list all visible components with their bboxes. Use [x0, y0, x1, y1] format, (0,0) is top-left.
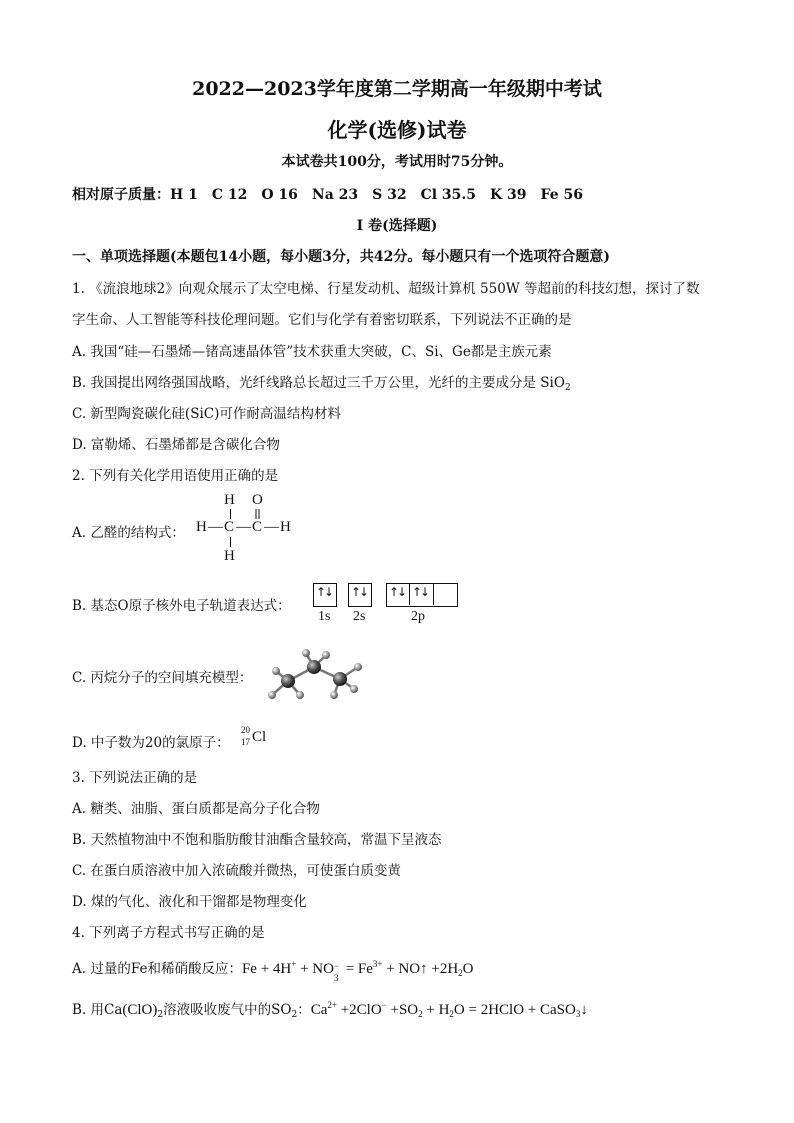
q2-option-b-label: B. 基态O原子核外电子轨道表达式：: [72, 598, 291, 614]
eq-b-part3: +SO: [386, 1002, 419, 1018]
q3-option-b: B. 天然植物油中不饱和脂肪酸甘油酯含量较高，常温下呈液态: [72, 832, 442, 848]
orbital-label-2p: 2p: [411, 609, 425, 624]
eq-a-no3-charge: −: [333, 961, 340, 971]
q4-stem: 4. 下列离子方程式书写正确的是: [72, 925, 265, 941]
eq-b-so2-sub: 2: [418, 1009, 423, 1019]
exam-info: 本试卷共100分，考试用时75分钟。: [281, 154, 513, 170]
q4-b-label-3: 溶液吸收废气中的SO: [163, 1002, 292, 1018]
isotope-atomic-number: 17: [241, 737, 250, 747]
eq-b-part6: ↓: [580, 1002, 588, 1018]
q3-option-c: C. 在蛋白质溶液中加入浓硫酸并微热，可使蛋白质变黄: [72, 863, 401, 879]
struct-dash-2: —: [236, 519, 251, 535]
q4-option-b-equation: [311, 1002, 588, 1018]
q4-option-b-label: [72, 1002, 311, 1018]
q1-stem-line1: 1. 《流浪地球2》向观众展示了太空电梯、行星发动机、超级计算机 550W 等超前的科技幻想，探讨了数: [72, 281, 700, 297]
eq-a-no3-sub: 3: [333, 973, 339, 983]
volume-title: I 卷(选择题): [356, 218, 438, 234]
eq-b-caso3-sub: 3: [575, 1009, 581, 1019]
q2-option-c-label: C. 丙烷分子的空间填充模型：: [72, 670, 253, 686]
orbital-2p-divider-1: [409, 583, 410, 605]
eq-b-part2: +2ClO: [336, 1002, 382, 1018]
q4-option-a: [72, 957, 474, 983]
struct-h-bottom: H: [224, 548, 235, 564]
q4-b-label-sub: 2: [157, 1010, 164, 1020]
q1-option-b: [72, 371, 571, 393]
eq-a-fe-charge: 3+: [372, 959, 383, 969]
q3-stem: 3. 下列说法正确的是: [72, 770, 198, 786]
eq-b-clo-charge: −: [381, 1000, 387, 1010]
q2-option-a-label: A. 乙醛的结构式：: [72, 525, 185, 541]
q1-option-d: D. 富勒烯、石墨烯都是含碳化合物: [72, 437, 280, 453]
q3-option-d: D. 煤的气化、液化和干馏都是物理变化: [72, 894, 307, 910]
eq-b-part1: Ca: [310, 1002, 328, 1018]
orbital-label-2s: 2s: [353, 609, 366, 624]
struct-dash-3: —: [264, 519, 279, 535]
orbital-label-1s: 1s: [318, 609, 331, 624]
q4-option-a-label: A. 过量的Fe和稀硝酸反应：: [72, 961, 242, 977]
orbital-2s-electrons: ↑↓: [351, 585, 368, 599]
struct-h-left: H: [196, 519, 207, 535]
q4-b-label-4: ：: [297, 1002, 311, 1018]
eq-a-part3: = Fe: [341, 961, 373, 977]
section-heading: 一、单项选择题(本题包14小题，每小题3分，共42分。每小题只有一个选项符合题意): [72, 249, 610, 265]
eq-b-ca-charge: 2+: [327, 1000, 337, 1010]
q4-option-a-equation: [241, 959, 474, 983]
q2-stem: 2. 下列有关化学用语使用正确的是: [72, 468, 279, 484]
atomic-masses: 相对原子质量：H 1 C 12 O 16 Na 23 S 32 Cl 35.5 K 39 Fe 56: [72, 187, 583, 203]
struct-dash-1: —: [208, 519, 223, 535]
isotope-mass-number: 20: [241, 725, 250, 735]
q1-option-b-sub: 2: [564, 383, 571, 393]
orbital-1s-electrons: ↑↓: [316, 585, 333, 599]
struct-c1: C: [224, 519, 235, 535]
eq-b-part5: O = 2HClO + CaSO: [453, 1002, 576, 1018]
q1-stem-line2: 字生命、人工智能等科技伦理问题。它们与化学有着密切联系，下列说法不正确的是: [72, 312, 572, 328]
orbital-2p-divider-2: [433, 583, 434, 605]
isotope-symbol: Cl: [252, 729, 267, 745]
orbital-2p-electrons-1: ↑↓: [389, 585, 406, 599]
struct-h-top: H: [224, 492, 235, 508]
q4-b-label-clo: (ClO): [122, 1002, 158, 1018]
q3-option-a: A. 糖类、油脂、蛋白质都是高分子化合物: [72, 801, 320, 817]
q4-b-label-1: B. 用Ca: [72, 1002, 123, 1018]
eq-b-h2o-sub: 2: [449, 1009, 454, 1019]
q4-option-b: [72, 998, 588, 1020]
exam-title: 2022—2023学年度第二学期高一年级期中考试: [192, 78, 602, 100]
orbital-2p-electrons-2: ↑↓: [412, 585, 429, 599]
eq-b-part4: + H: [422, 1002, 450, 1018]
struct-o-top: O: [252, 492, 263, 508]
q1-option-b-text: B. 我国提出网络强国战略，光纤线路总长超过三千万公里，光纤的主要成分是 SiO: [72, 375, 565, 391]
q1-option-c: C. 新型陶瓷碳化硅(SiC)可作耐高温结构材料: [72, 406, 341, 422]
eq-a-part5: O: [462, 961, 474, 977]
struct-h-right: H: [280, 519, 291, 535]
eq-a-part1: Fe + 4H: [241, 961, 292, 977]
eq-a-hplus: +: [291, 959, 297, 969]
exam-subtitle: 化学(选修)试卷: [327, 118, 467, 142]
struct-c2: C: [252, 519, 263, 535]
eq-a-h2o-sub: 2: [458, 968, 463, 978]
q1-option-a: A. 我国“硅—石墨烯—锗高速晶体管”技术获重大突破，C、Si、Ge都是主族元素: [72, 344, 552, 360]
q4-b-label-sub2: 2: [291, 1010, 298, 1020]
eq-a-part2: + NO: [296, 961, 334, 977]
eq-a-part4: + NO↑ +2H: [382, 961, 459, 977]
chlorine-isotope-notation: [241, 725, 271, 751]
propane-model-image: [262, 645, 374, 705]
q2-option-d-label: D. 中子数为20的氯原子：: [72, 735, 230, 751]
